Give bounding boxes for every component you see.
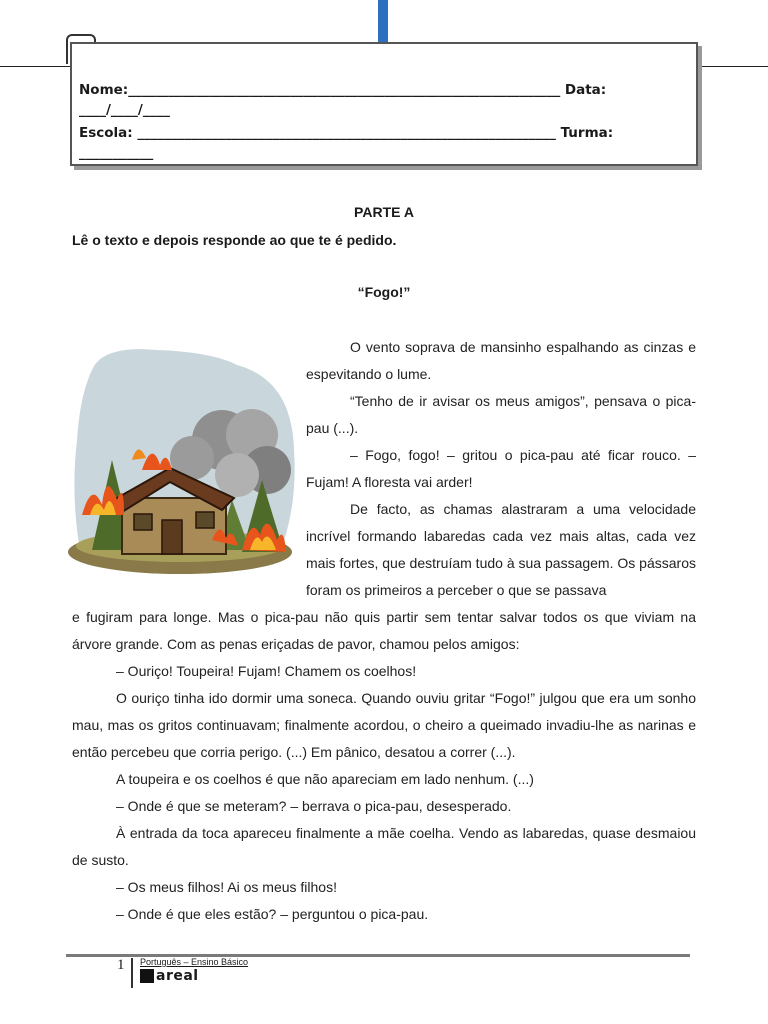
story-paragraph: – Fogo, fogo! – gritou o pica-pau até ficar rouco. – Fujam! A floresta vai arder! <box>306 447 696 490</box>
story-title: “Fogo!” <box>357 284 411 300</box>
instruction-text: Lê o texto e depois responde ao que te é pedido. <box>72 232 397 248</box>
top-tab-marker <box>378 0 388 44</box>
story-paragraph: À entrada da toca apareceu finalmente a mãe coelha. Vendo as labaredas, quase desmaiou de susto. <box>72 825 696 868</box>
part-title: PARTE A <box>354 204 414 220</box>
name-date-line: Nome:________________________________________________________________ Data: <box>79 82 607 98</box>
publisher-name: areal <box>156 968 199 984</box>
story-paragraph: – Ouriço! Toupeira! Fujam! Chamem os coelhos! <box>116 663 417 679</box>
school-class-line: Escola: ______________________________________________________________ Turma: <box>79 125 614 141</box>
story-paragraph: – Onde é que eles estão? – perguntou o pica-pau. <box>116 906 429 922</box>
publisher-logo-icon <box>140 969 154 983</box>
student-info-box <box>70 42 698 166</box>
date-blank-line: ____/____/____ <box>79 102 170 118</box>
story-paragraph: De facto, as chamas alastraram a uma velocidade incrível formando labaredas cada vez mais altas, cada vez mais fortes, que destruíam tudo à sua passagem. Os pássaros foram os primeiros a perceber o que se passava <box>306 501 696 598</box>
footer-subject: Português – Ensino Básico <box>140 957 249 967</box>
story-paragraph: O vento soprava de mansinho espalhando as cinzas e espevitando o lume. <box>306 339 696 382</box>
story-paragraph: “Tenho de ir avisar os meus amigos”, pensava o pica-pau (...). <box>306 393 696 436</box>
story-paragraph-continuation: e fugiram para longe. Mas o pica-pau não quis partir sem tentar salvar todos os que viviam na árvore grande. Com as penas eriçadas de pavor, chamou pelos amigos: <box>72 609 696 652</box>
page-number: 1 <box>117 957 125 973</box>
publisher-logo <box>140 969 199 983</box>
story-paragraph: A toupeira e os coelhos é que não apareciam em lado nenhum. (...) <box>116 771 534 787</box>
story-paragraph: – Os meus filhos! Ai os meus filhos! <box>116 879 337 895</box>
story-body <box>72 334 696 928</box>
footer-separator <box>131 958 133 988</box>
class-blank-line: ___________ <box>79 145 154 161</box>
story-paragraph: – Onde é que se meteram? – berrava o pica-pau, desesperado. <box>116 798 512 814</box>
story-paragraph: O ouriço tinha ido dormir uma soneca. Quando ouviu gritar “Fogo!” julgou que era um sonho mau, mas os gritos continuavam; finalmente acordou, o cheiro a queimado invadiu-lhe as narinas e então percebeu que corria perigo. (...) Em pânico, desatou a correr (...). <box>72 690 696 760</box>
